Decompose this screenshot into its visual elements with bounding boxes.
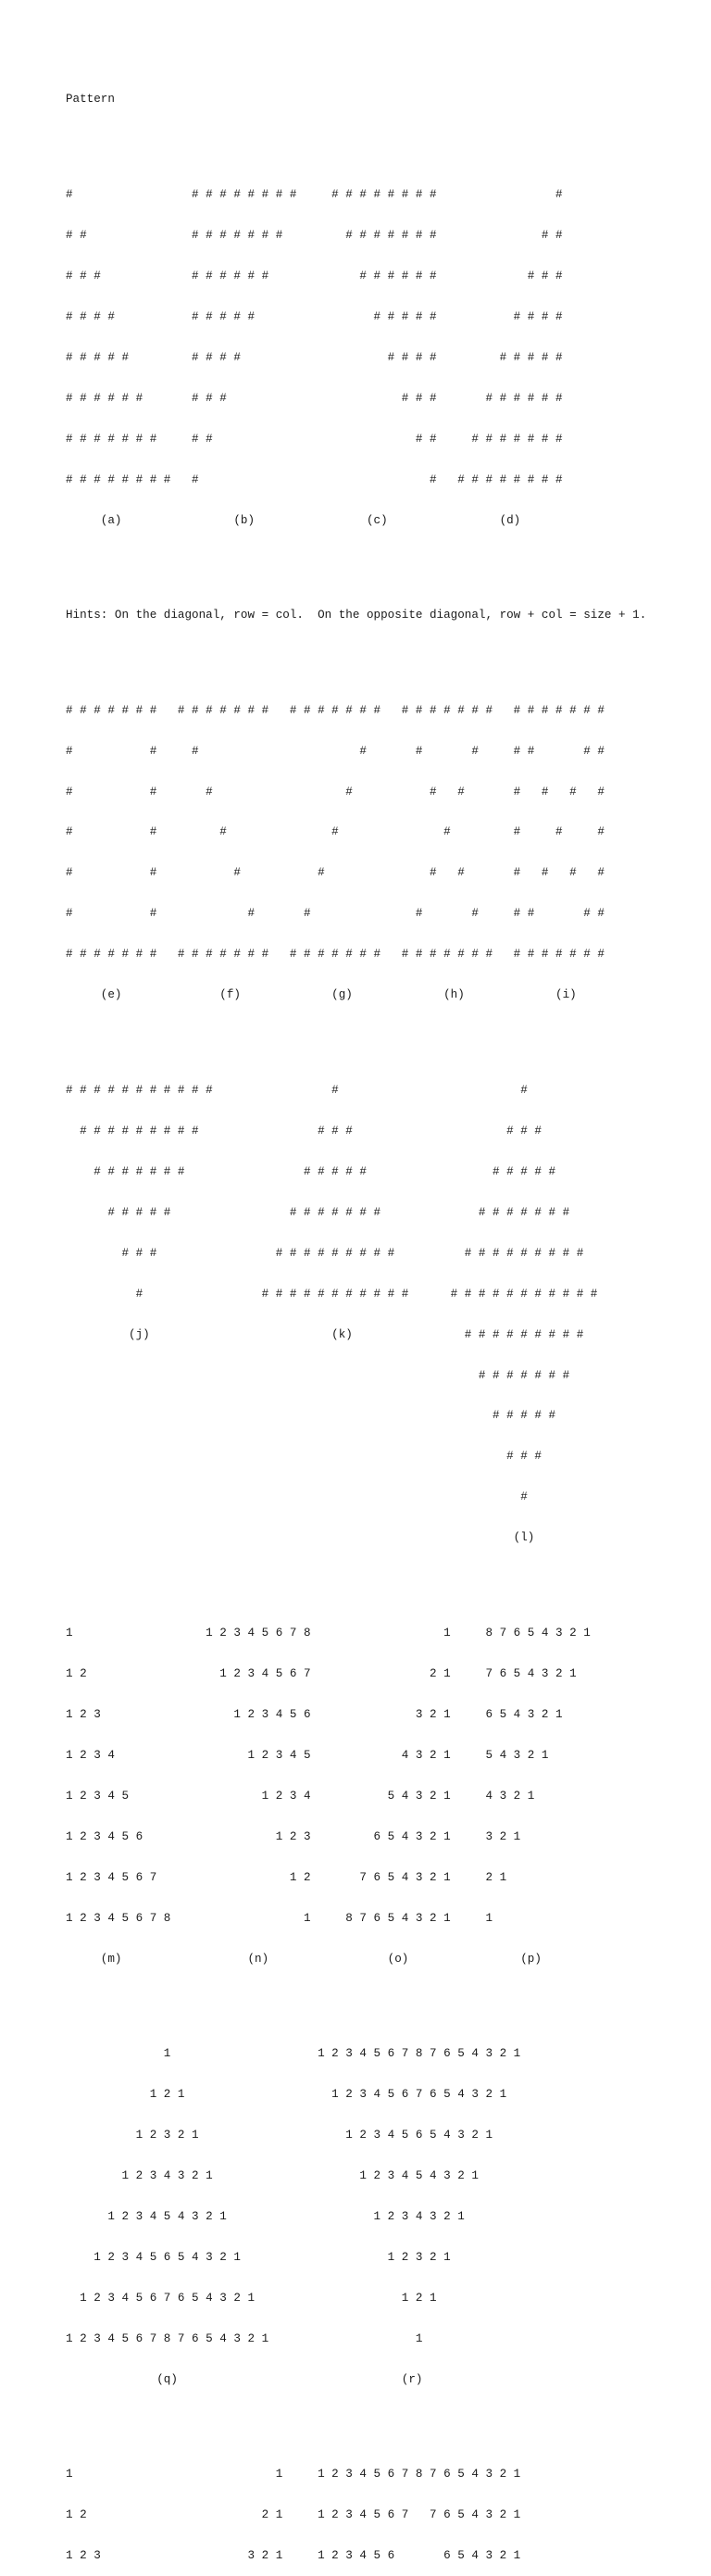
pattern-row-efghi: # # # # # # # # # # [66, 907, 605, 921]
pattern-row-efghi: # # # # # # # # # # [66, 785, 605, 798]
pattern-row-qr: 1 2 3 4 5 6 7 8 7 6 5 4 3 2 1 1 [66, 2331, 423, 2345]
pattern-labels-abcd: (a) (b) (c) (d) [66, 513, 521, 527]
pattern-row-qr: 1 1 2 3 4 5 6 7 8 7 6 5 4 3 2 1 [66, 2047, 521, 2061]
pattern-row-mnop: 1 2 3 1 2 3 4 5 6 3 2 1 6 5 4 3 2 1 [66, 1707, 563, 1721]
pattern-row-mnop: 1 2 3 4 5 6 1 2 3 6 5 4 3 2 1 3 2 1 [66, 1829, 521, 1843]
pattern-row-jkl: # # # # # # # # # # # # # # # # # # # # # # # [66, 1287, 598, 1301]
pattern-row-abcd: # # # # # # # # # # # # # # # # # # [66, 391, 563, 405]
pattern-row-abcd: # # # # # # # # # # # # # # # # # # [66, 187, 563, 201]
pattern-row-abcd: # # # # # # # # # # # # # # # # # # [66, 269, 563, 283]
pattern-row-efghi: # # # # # # # # # # # # # # # # # # # # # # # # # # # # # # # # # # # [66, 948, 605, 961]
pattern-row-abcd: # # # # # # # # # # # # # # # # # # [66, 309, 563, 323]
pattern-row-jkl: # # # # # # # [66, 1368, 570, 1382]
pattern-row-mnop: 1 2 1 2 3 4 5 6 7 2 1 7 6 5 4 3 2 1 [66, 1666, 577, 1680]
pattern-row-efghi: # # # # # # # # [66, 825, 605, 839]
pattern-row-jkl: # # # # # [66, 1409, 556, 1423]
pattern-labels-jkl: (l) [66, 1531, 535, 1545]
blank-line [66, 649, 646, 663]
pattern-row-jkl: # # # # # # # # # # # # # # # # # # # # # [66, 1246, 584, 1260]
hints-text: Hints: On the diagonal, row = col. On the opposite diagonal, row + col = size + 1. [66, 609, 647, 622]
page-title: Pattern [66, 93, 115, 107]
pattern-row-mnop: 1 2 3 4 1 2 3 4 5 4 3 2 1 5 4 3 2 1 [66, 1748, 549, 1762]
blank-line [66, 133, 646, 147]
pattern-row-mnop: 1 2 3 4 5 6 7 1 2 7 6 5 4 3 2 1 2 1 [66, 1870, 507, 1884]
pattern-labels-qr: (q) (r) [66, 2372, 423, 2386]
pattern-labels-efghi: (e) (f) (g) (h) (i) [66, 988, 577, 1002]
pattern-row-abcd: # # # # # # # # # # # # # # # # # # [66, 228, 563, 242]
pattern-row-jkl: # # # # # # # # # # # # # # # # # [66, 1164, 556, 1178]
pattern-row-qr: 1 2 1 1 2 3 4 5 6 7 6 5 4 3 2 1 [66, 2088, 507, 2102]
pattern-row-abcd: # # # # # # # # # # # # # # # # # # [66, 350, 563, 364]
blank-line [66, 1029, 646, 1043]
blank-line [66, 1992, 646, 2006]
pattern-row-qr: 1 2 3 4 5 6 7 6 5 4 3 2 1 1 2 1 [66, 2291, 437, 2305]
pattern-row-jkl: # # # # # # # # # # # # # [66, 1083, 528, 1097]
pattern-row-last: 1 2 3 3 2 1 1 2 3 4 5 6 6 5 4 3 2 1 [66, 2549, 521, 2563]
blank-line [66, 2414, 646, 2428]
pattern-row-last: 1 2 2 1 1 2 3 4 5 6 7 7 6 5 4 3 2 1 [66, 2508, 521, 2522]
pattern-row-efghi: # # # # # # # # # # [66, 866, 605, 880]
document-page [66, 66, 646, 2576]
pattern-labels-mnop: (m) (n) (o) (p) [66, 1952, 542, 1966]
pattern-row-qr: 1 2 3 4 5 6 5 4 3 2 1 1 2 3 2 1 [66, 2250, 451, 2264]
pattern-row-mnop: 1 2 3 4 5 6 7 8 1 8 7 6 5 4 3 2 1 1 [66, 1911, 493, 1925]
pattern-row-mnop: 1 1 2 3 4 5 6 7 8 1 8 7 6 5 4 3 2 1 [66, 1626, 591, 1640]
pattern-row-jkl: # # # # # # # # # # # # # # # [66, 1124, 542, 1137]
pattern-row-last: 1 1 1 2 3 4 5 6 7 8 7 6 5 4 3 2 1 [66, 2468, 521, 2482]
pattern-row-efghi: # # # # # # # # # # # # # # # # # # # # # # # # # # # # # # # # # # # [66, 703, 605, 717]
pattern-row-jkl: # [66, 1490, 528, 1504]
pattern-row-qr: 1 2 3 4 3 2 1 1 2 3 4 5 4 3 2 1 [66, 2168, 479, 2182]
pattern-row-abcd: # # # # # # # # # # # # # # # # # # [66, 472, 563, 486]
pattern-row-jkl: # # # [66, 1450, 542, 1464]
blank-line [66, 1572, 646, 1586]
pattern-row-qr: 1 2 3 4 5 4 3 2 1 1 2 3 4 3 2 1 [66, 2209, 465, 2223]
pattern-row-mnop: 1 2 3 4 5 1 2 3 4 5 4 3 2 1 4 3 2 1 [66, 1789, 535, 1803]
pattern-row-qr: 1 2 3 2 1 1 2 3 4 5 6 5 4 3 2 1 [66, 2129, 493, 2142]
pattern-row-abcd: # # # # # # # # # # # # # # # # # # [66, 432, 563, 446]
pattern-row-jkl: # # # # # # # # # # # # # # # # # # # [66, 1205, 570, 1219]
blank-line [66, 554, 646, 568]
pattern-row-jkl: (j) (k) # # # # # # # # # [66, 1327, 584, 1341]
pattern-row-efghi: # # # # # # # # # # [66, 744, 605, 758]
